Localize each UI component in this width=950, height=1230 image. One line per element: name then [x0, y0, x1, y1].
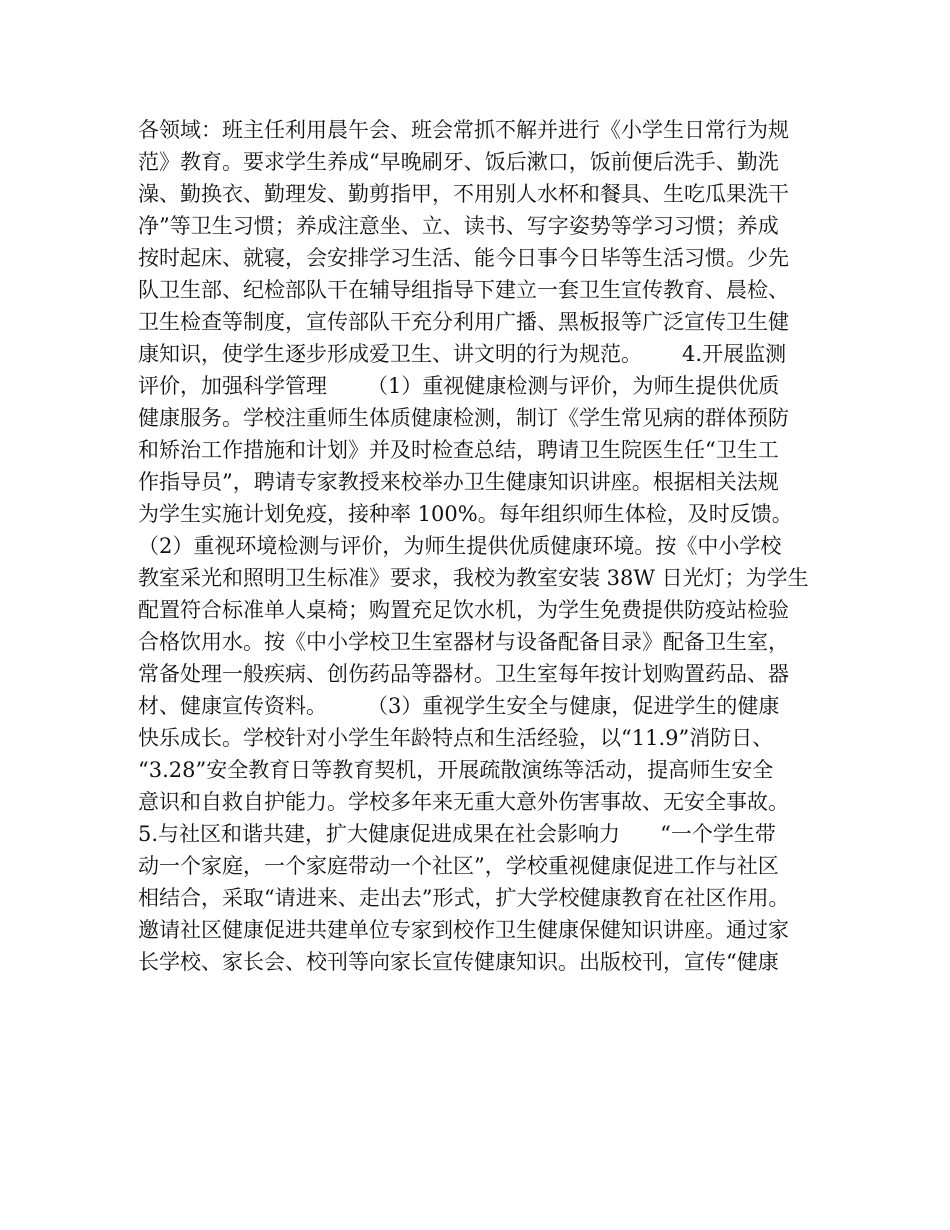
text-line: 作指导员”，聘请专家教授来校举办卫生健康知识讲座。根据相关法规	[138, 470, 779, 494]
text-line: （2）重视环境检测与评价，为师生提供优质健康环境。按《中小学校	[138, 534, 782, 558]
text-line: 邀请社区健康促进共建单位专家到校作卫生健康保健知识讲座。通过家	[138, 918, 789, 942]
text-line: 材、健康宣传资料。 （3）重视学生安全与健康，促进学生的健康	[138, 694, 780, 718]
text-line: 队卫生部、纪检部队干在辅导组指导下建立一套卫生宣传教育、晨检、	[138, 278, 789, 302]
text-line: 教室采光和照明卫生标准》要求，我校为教室安装 38W 日光灯；为学生	[138, 566, 809, 590]
text-line: 配置符合标准单人桌椅；购置充足饮水机，为学生免费提供防疫站检验	[138, 598, 789, 622]
text-line: 康知识，使学生逐步形成爱卫生、讲文明的行为规范。 4.开展监测	[138, 342, 787, 366]
text-line: 范》教育。要求学生养成“早晚刷牙、饭后漱口，饭前便后洗手、勤洗	[138, 150, 779, 174]
text-line: 健康服务。学校注重师生体质健康检测，制订《学生常见病的群体预防	[138, 406, 789, 430]
text-line: 各领域：班主任利用晨午会、班会常抓不解并进行《小学生日常行为规	[138, 118, 789, 142]
text-line: 快乐成长。学校针对小学生年龄特点和生活经验，以“11.9”消防日、	[138, 726, 774, 750]
text-line: 5.与社区和谐共建，扩大健康促进成果在社会影响力 “一个学生带	[138, 822, 776, 846]
text-line: 动一个家庭，一个家庭带动一个社区”，学校重视健康促进工作与社区	[138, 854, 779, 878]
text-line: 评价，加强科学管理 （1）重视健康检测与评价，为师生提供优质	[138, 374, 780, 398]
text-line: 按时起床、就寝，会安排学习生活、能今日事今日毕等生活习惯。少先	[138, 246, 789, 270]
text-line: 净”等卫生习惯；养成注意坐、立、读书、写字姿势等学习习惯；养成	[138, 214, 779, 238]
text-line: “3.28”安全教育日等教育契机，开展疏散演练等活动，提高师生安全	[138, 758, 774, 782]
body-text	[138, 114, 828, 978]
text-line: 意识和自救自护能力。学校多年来无重大意外伤害事故、无安全事故。	[138, 790, 789, 814]
text-line: 常备处理一般疾病、创伤药品等器材。卫生室每年按计划购置药品、器	[138, 662, 789, 686]
text-line: 合格饮用水。按《中小学校卫生室器材与设备配备目录》配备卫生室，	[138, 630, 789, 654]
text-line: 长学校、家长会、校刊等向家长宣传健康知识。出版校刊，宣传“健康	[138, 950, 779, 974]
text-line: 澡、勤换衣、勤理发、勤剪指甲，不用别人水杯和餐具、生吃瓜果洗干	[138, 182, 789, 206]
text-line: 卫生检查等制度，宣传部队干充分利用广播、黑板报等广泛宣传卫生健	[138, 310, 789, 334]
text-line: 相结合，采取“请进来、走出去”形式，扩大学校健康教育在社区作用。	[138, 886, 790, 910]
text-line: 和矫治工作措施和计划》并及时检查总结，聘请卫生院医生任“卫生工	[138, 438, 779, 462]
text-line: 为学生实施计划免疫，接种率 100%。每年组织师生体检，及时反馈。	[138, 502, 793, 526]
